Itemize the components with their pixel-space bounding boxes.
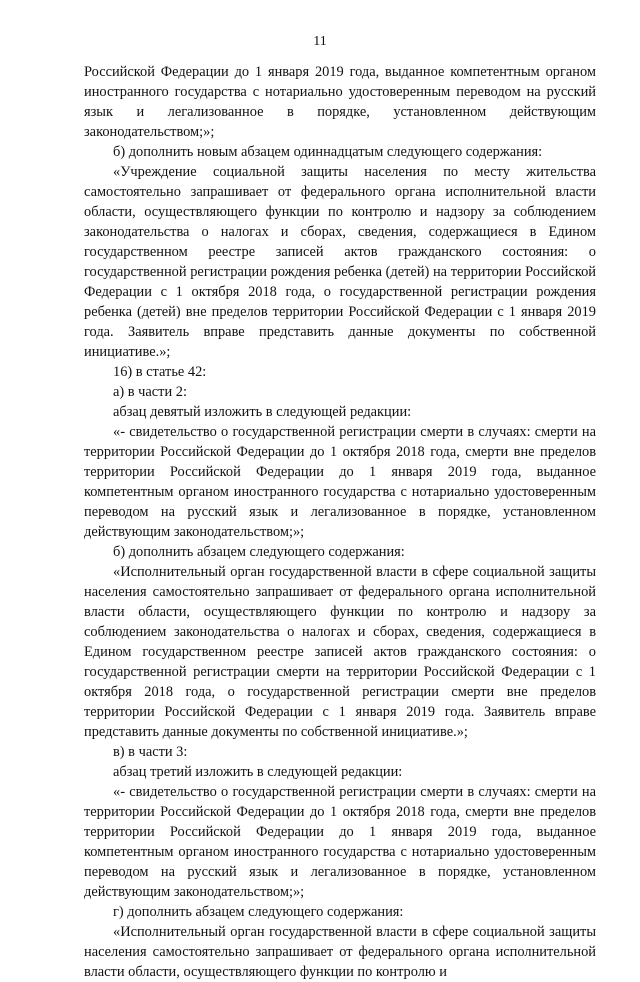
paragraph-quote-death-certificate-2: «- свидетельство о государственной регистрации смерти в случаях: смерти на территории Российской Федерации до 1 октября 2018 года, смерти вне пределов территории Российской Федерации до 1 января 2019 года, выданное компетентным органом иностранного государства с нотариально удостоверенным переводом на русский язык и легализованное в порядке, установленном действующим законодательством;»; [84, 784, 596, 900]
paragraph-item-b: б) дополнить новым абзацем одиннадцатым следующего содержания: [113, 144, 543, 160]
paragraph-quote-paragraph-11: «Учреждение социальной защиты населения по месту жительства самостоятельно запрашивает от федерального органа исполнительной власти области, осуществляющего функции по контролю и надзору за соблюдением законодательства о налогах и сборах, сведения, содержащиеся в Едином государственном реестре записей актов гражданского состояния: о государственной регистрации рождения ребенка (детей) на территории Российской Федерации с 1 октября 2018 года, о государственной регистрации рождения ребенка (детей) вне пределов территории Российской Федерации с 1 января 2019 года. Заявитель вправе представить данные документы по собственной инициативе.»; [84, 164, 596, 360]
paragraph-item-v: в) в части 3: [113, 744, 188, 760]
paragraph-continuation: Российской Федерации до 1 января 2019 года, выданное компетентным органом иностранного государства с нотариально удостоверенным переводом на русский язык и легализованное в порядке, установленном действующим законодательством;»; [84, 64, 596, 140]
paragraph-item-a: а) в части 2: [113, 384, 187, 400]
paragraph-item-b2: б) дополнить абзацем следующего содержания: [113, 544, 405, 560]
paragraph-item-16: 16) в статье 42: [113, 364, 207, 380]
document-body [84, 62, 596, 982]
page-number: 11 [313, 34, 327, 49]
paragraph-quote-authority-request-2: «Исполнительный орган государственной власти в сфере социальной защиты населения самостоятельно запрашивает от федерального органа исполнительной власти области, осуществляющего функции по контролю и [84, 924, 596, 980]
paragraph-instruction: абзац девятый изложить в следующей редакции: [113, 404, 412, 420]
paragraph-quote-authority-request: «Исполнительный орган государственной власти в сфере социальной защиты населения самостоятельно запрашивает от федерального органа исполнительной власти области, осуществляющего функции по контролю и надзору за соблюдением законодательства о налогах и сборах, сведения, содержащиеся в Едином государственном реестре записей актов гражданского состояния: о государственной регистрации смерти на территории Российской Федерации с 1 октября 2018 года, о государственной регистрации смерти вне пределов территории Российской Федерации с 1 января 2019 года. Заявитель вправе представить данные документы по собственной инициативе.»; [84, 564, 596, 740]
paragraph-quote-death-certificate: «- свидетельство о государственной регистрации смерти в случаях: смерти на территории Российской Федерации до 1 октября 2018 года, смерти вне пределов территории Российской Федерации до 1 января 2019 года, выданное компетентным органом иностранного государства с нотариально удостоверенным переводом на русский язык и легализованное в порядке, установленном действующим законодательством;»; [84, 424, 596, 540]
paragraph-item-g: г) дополнить абзацем следующего содержания: [113, 904, 404, 920]
paragraph-instruction-2: абзац третий изложить в следующей редакции: [113, 764, 403, 780]
